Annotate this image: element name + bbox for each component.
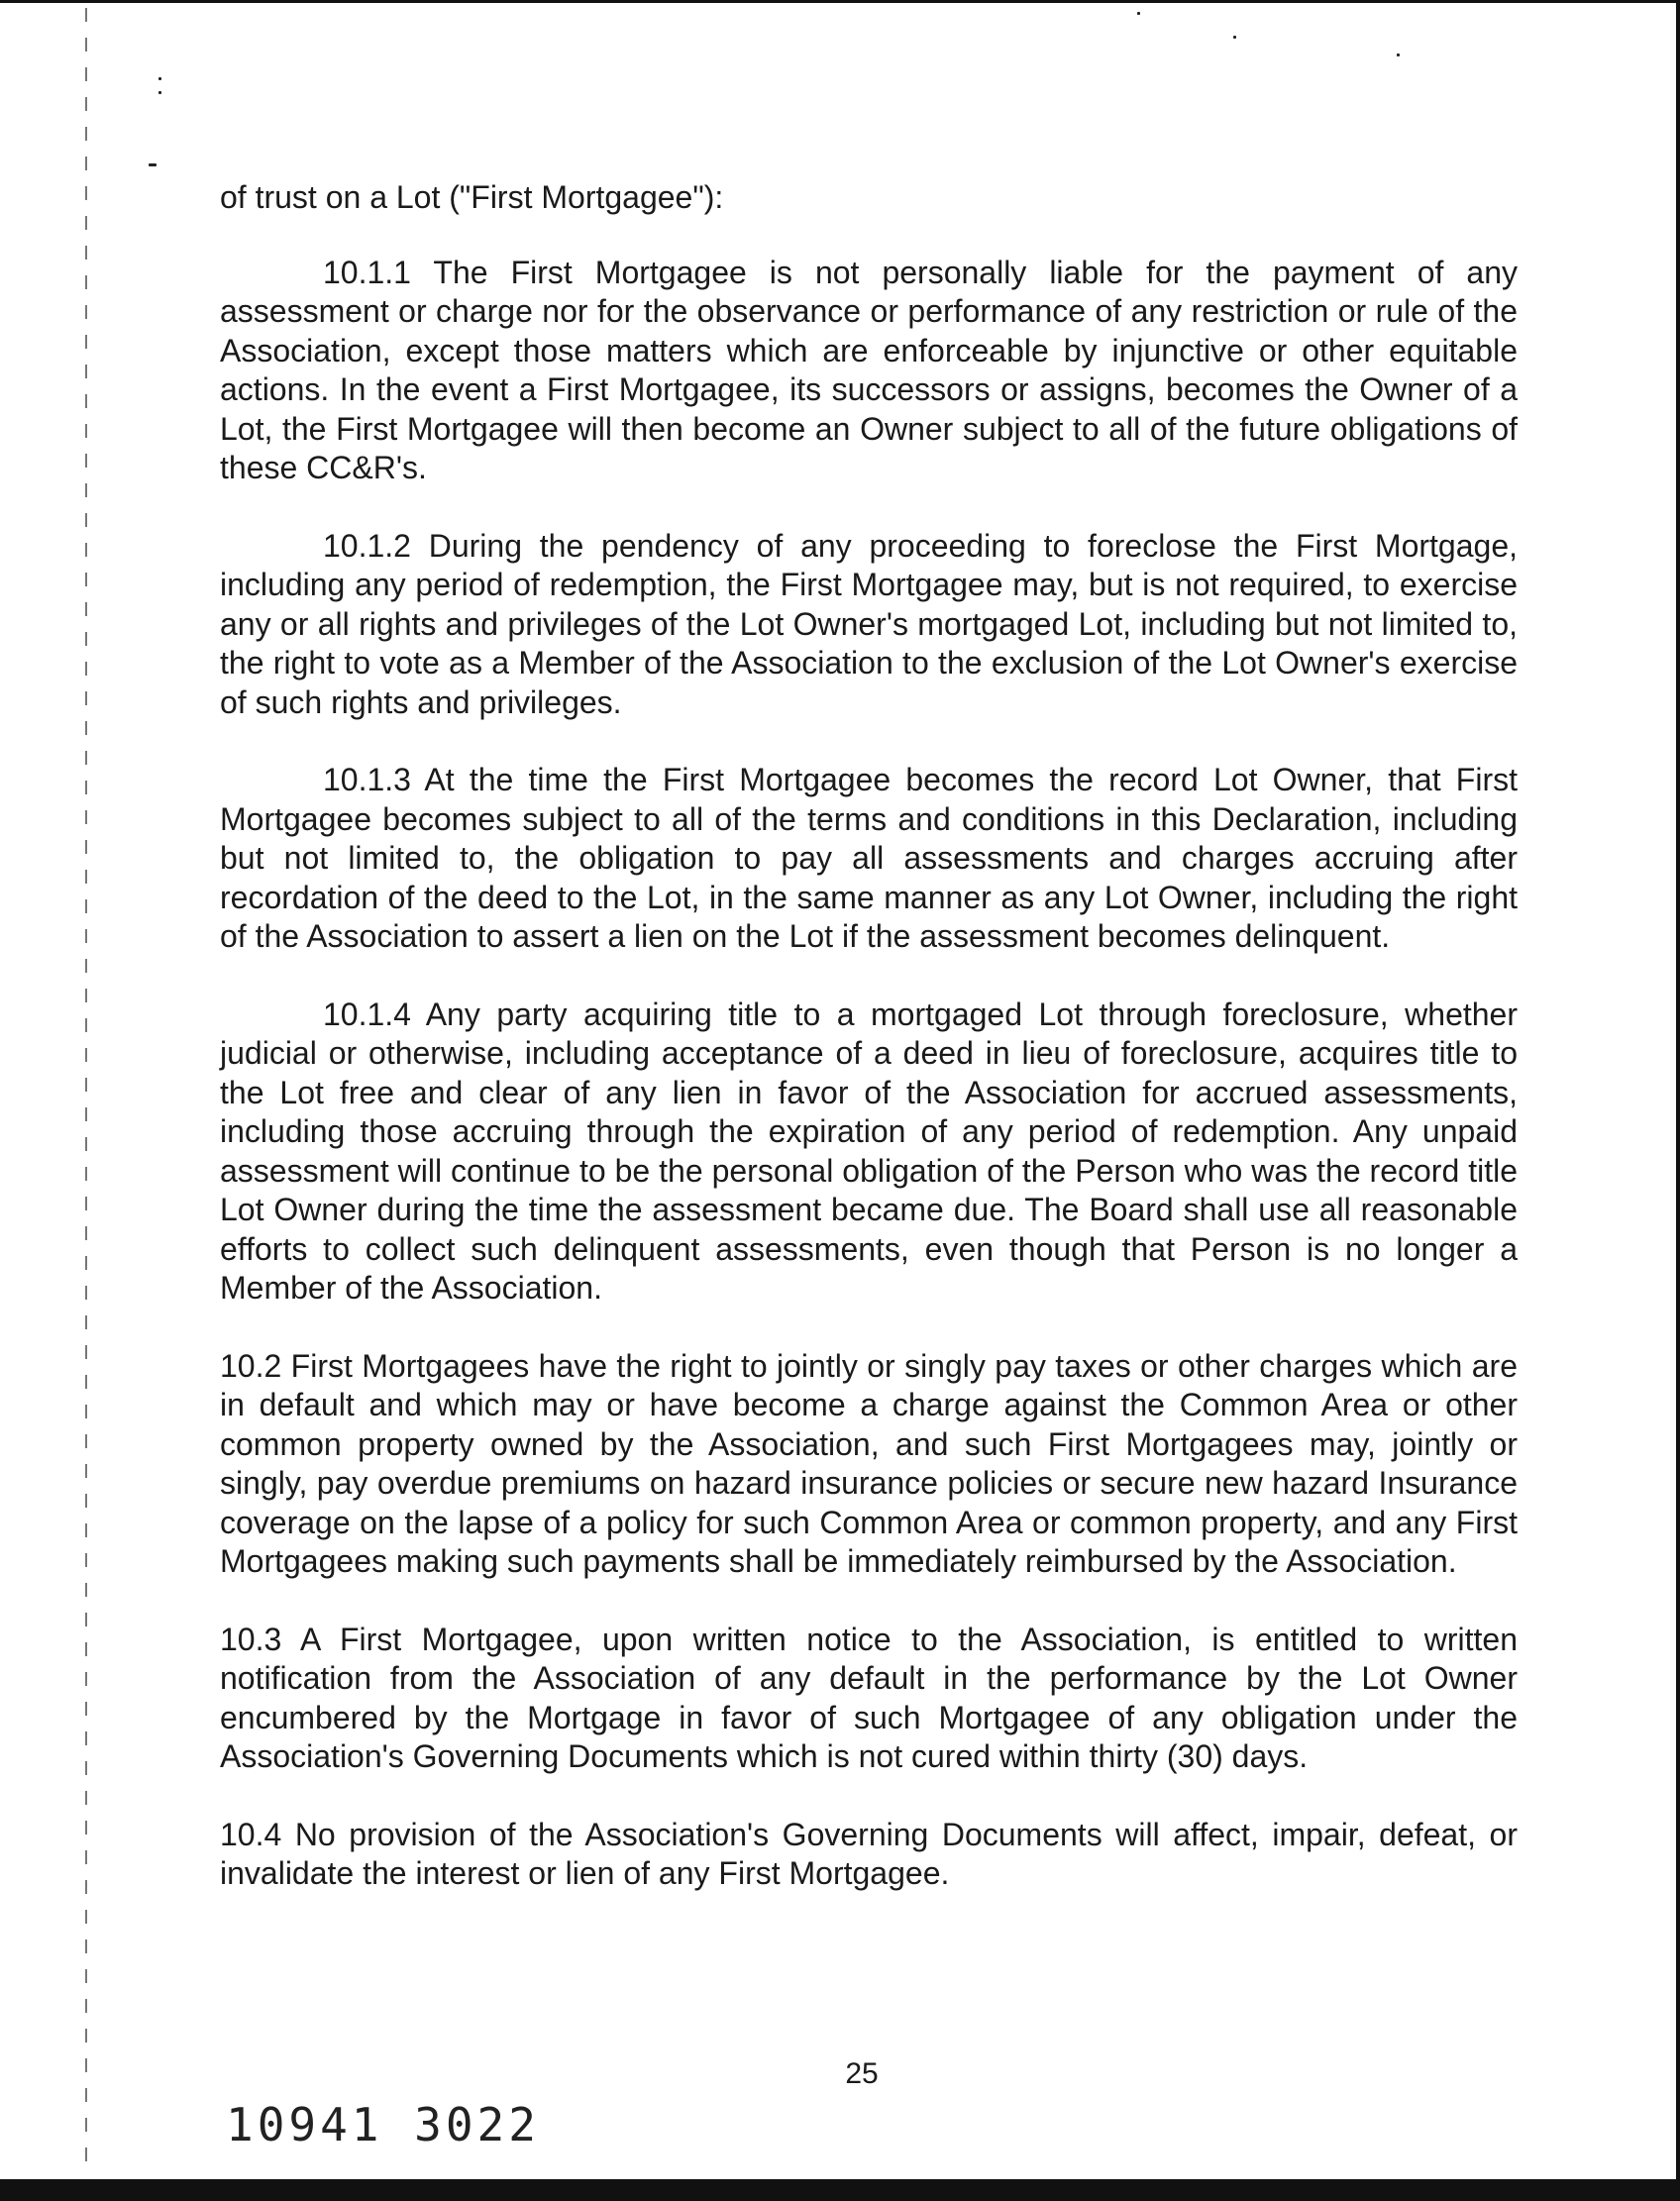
- paragraph-10-4: 10.4 No provision of the Association's Governing Documents will affect, impair, defeat, or invalidate the interest or lien of any First Mortgagee.: [220, 1816, 1518, 1891]
- paragraph-10-1-1: 10.1.1 The First Mortgagee is not personally liable for the payment of any assessment or charge nor for the observance or performance of any restriction or rule of the Association, except those matters which are enforceable by injunctive or other equitable actions. In the event a First Mortgagee, its successors or assigns, becomes the Owner of a Lot, the First Mortgagee will then become an Owner subject to all of the future obligations of these CC&R's.: [220, 254, 1518, 485]
- paragraph-lead: of trust on a Lot ("First Mortgagee"):: [220, 179, 724, 215]
- scan-speck: [1137, 12, 1140, 15]
- paragraph-10-1-3: 10.1.3 At the time the First Mortgagee becomes the record Lot Owner, that First Mortgagee becomes subject to all of the terms and conditions in this Declaration, including but not limited to, the obligation to pay all assessments and charges accruing after recordation of the deed to the Lot, in the same manner as any Lot Owner, including the right of the Association to assert a lien on the Lot if the assessment becomes delinquent.: [220, 762, 1518, 954]
- paragraph-10-2: 10.2 First Mortgagees have the right to jointly or singly pay taxes or other charges which are in default and which may or have become a charge against the Common Area or other common property owned by the Association, and such First Mortgagees may, jointly or singly, pay overdue premiums on hazard insurance policies or secure new hazard Insurance coverage on the lapse of a policy for such Common Area or common property, and any First Mortgagees making such payments shall be immediately reimbursed by the Association.: [220, 1347, 1518, 1579]
- scan-border-top: [0, 0, 1680, 3]
- scan-border-right: [1676, 0, 1680, 2201]
- paragraph-10-1-2: 10.1.2 During the pendency of any proceeding to foreclose the First Mortgage, including any period of redemption, the First Mortgagee may, but is not required, to exercise any or all rights and privileges of the Lot Owner's mortgaged Lot, including but not limited to, the right to vote as a Member of the Association to the exclusion of the Lot Owner's exercise of such rights and privileges.: [220, 527, 1518, 720]
- recording-stamp: 10941 3022: [226, 2098, 540, 2151]
- scan-speck: [1397, 53, 1400, 56]
- page-number: 25: [845, 2057, 879, 2090]
- paragraph-10-3: 10.3 A First Mortgagee, upon written notice to the Association, is entitled to written notification from the Association of any default in the performance by the Lot Owner encumbered by the Mortgage in favor of such Mortgagee of any obligation under the Association's Governing Documents which is not cured within thirty (30) days.: [220, 1621, 1518, 1774]
- scan-margin-marks: [85, 8, 87, 2167]
- scan-speck: [158, 91, 161, 94]
- scan-speck: [158, 77, 161, 80]
- scan-speck: [149, 163, 157, 166]
- paragraph-10-1-4: 10.1.4 Any party acquiring title to a mortgaged Lot through foreclosure, whether judicial or otherwise, including acceptance of a deed in lieu of foreclosure, acquires title to the Lot free and clear of any lien in favor of the Association for accrued assessments, including those accruing through the expiration of any period of redemption. Any unpaid assessment will continue to be the personal obligation of the Person who was the record title Lot Owner during the time the assessment became due. The Board shall use all reasonable efforts to collect such delinquent assessments, even though that Person is no longer a Member of the Association.: [220, 996, 1518, 1306]
- scan-speck: [1233, 36, 1236, 39]
- scan-border-bottom: [0, 2179, 1680, 2201]
- document-body: [220, 178, 1518, 1933]
